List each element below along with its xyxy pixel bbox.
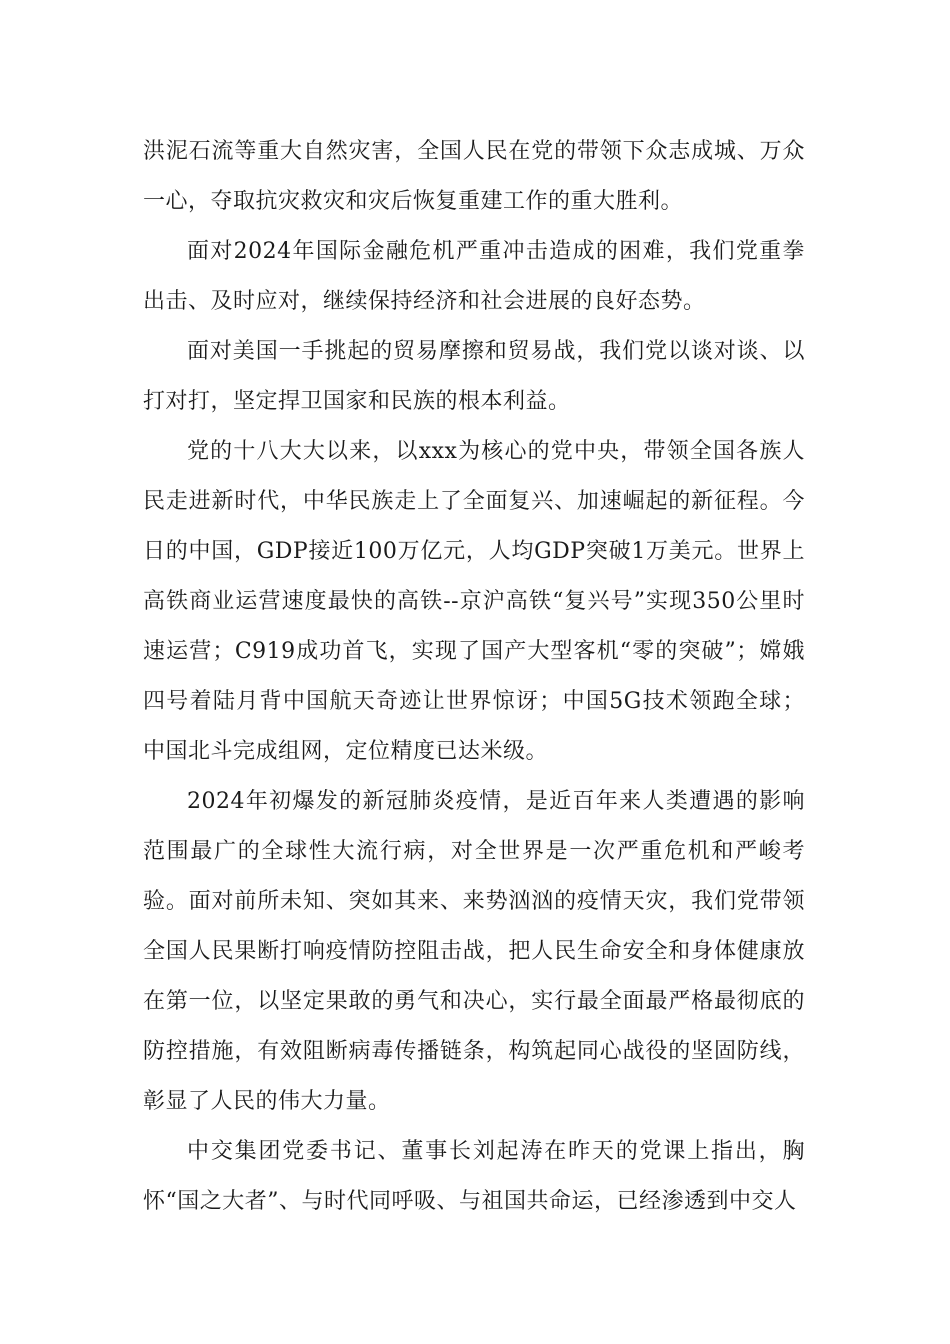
paragraph-epidemic: 2024年初爆发的新冠肺炎疫情，是近百年来人类遭遇的影响范围最广的全球性大流行病，对全世界是一次严重危机和严峻考验。面对前所未知、突如其来、来势汹汹的疫情天灾，我们党带领全国人民果断打响疫情防控阻击战，把人民生命安全和身体健康放在第一位，以坚定果敢的勇气和决心，实行最全面最严格最彻底的防控措施，有效阻断病毒传播链条，构筑起同心战役的坚固防线，彰显了人民的伟大力量。 [143,789,805,1114]
paragraph-party-lecture: 中交集团党委书记、董事长刘起涛在昨天的党课上指出，胸怀“国之大者”、与时代同呼吸、与祖国共命运，已经渗透到中交人 [143,1139,805,1214]
paragraph-new-era: 党的十八大大以来，以xxx为核心的党中央，带领全国各族人民走进新时代，中华民族走上了全面复兴、加速崛起的新征程。今日的中国，GDP接近100万亿元，人均GDP突破1万美元。世界上高铁商业运营速度最快的高铁--京沪高铁“复兴号”实现350公里时速运营；C919成功首飞，实现了国产大型客机“零的突破”；嫦娥四号着陆月背中国航天奇迹让世界惊讶；中国5G技术领跑全球；中国北斗完成组网，定位精度已达米级。 [143,439,805,764]
paragraph-trade-war: 面对美国一手挑起的贸易摩擦和贸易战，我们党以谈对谈、以打对打，坚定捍卫国家和民族的根本利益。 [143,339,805,414]
body-text [143,127,805,1227]
paragraph-continuation: 洪泥石流等重大自然灾害，全国人民在党的带领下众志成城、万众一心，夺取抗灾救灾和灾后恢复重建工作的重大胜利。 [143,139,805,214]
paragraph-financial-crisis: 面对2024年国际金融危机严重冲击造成的困难，我们党重拳出击、及时应对，继续保持经济和社会进展的良好态势。 [143,239,805,314]
